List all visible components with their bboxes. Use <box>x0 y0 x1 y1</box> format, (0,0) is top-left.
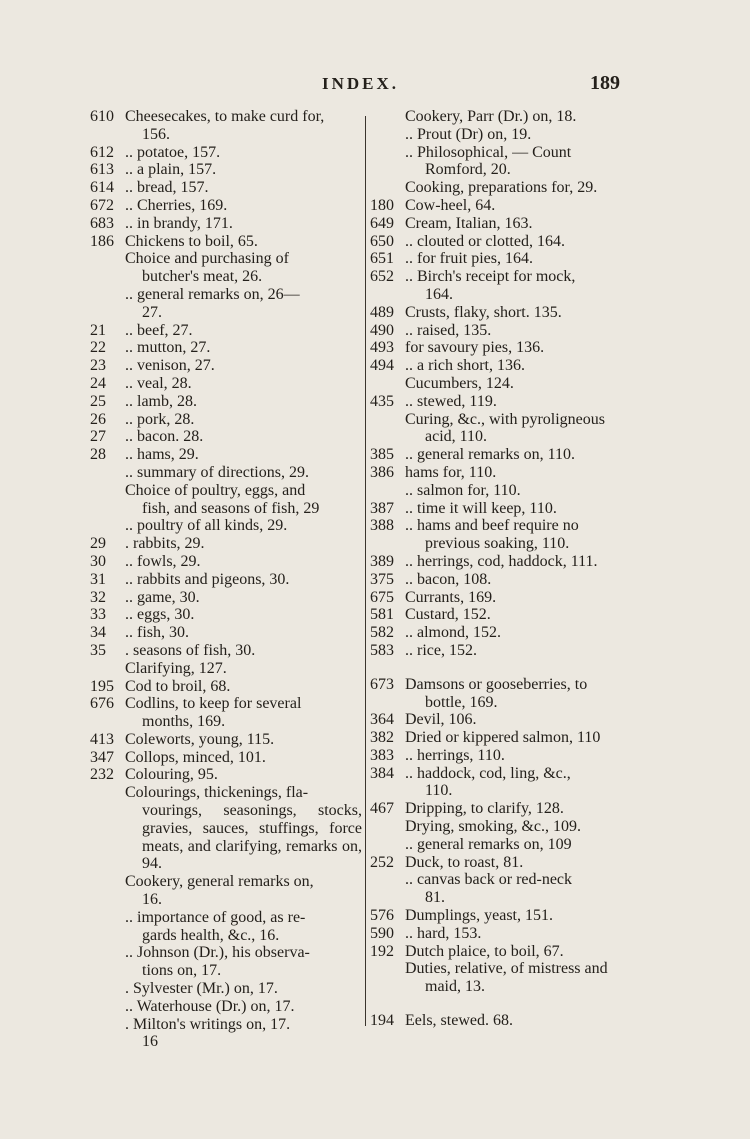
entry-number: 610 <box>90 108 114 125</box>
entry-text: .. rabbits and pigeons, 30. <box>125 570 290 588</box>
index-entry <box>90 678 362 696</box>
index-entry <box>90 606 362 624</box>
entry-continuation: vourings, seasonings, stocks, gravies, sauces, stuffings, force meats, and clarifying, remarks on, 94. <box>142 802 362 873</box>
entry-text: .. mutton, 27. <box>125 339 211 357</box>
entry-text: .. almond, 152. <box>405 624 501 642</box>
entry-text: .. bacon, 108. <box>405 570 492 588</box>
index-entry <box>90 642 362 660</box>
entry-continuation: 110. <box>425 782 453 800</box>
entry-number: 29 <box>90 535 106 553</box>
entry-number: 576 <box>370 907 394 925</box>
entry-continuation: 164. <box>425 285 453 303</box>
entry-number: 675 <box>370 588 394 606</box>
entry-text: .. general remarks on, 109 <box>405 835 572 853</box>
entry-number: 388 <box>370 517 394 535</box>
index-entry <box>90 980 362 998</box>
entry-number: 389 <box>370 552 394 570</box>
entry-text: Dutch plaice, to boil, 67. <box>405 942 564 960</box>
entry-text: Cooking, preparations for, 29. <box>405 179 598 197</box>
entry-text: Cheesecakes, to make curd for, <box>125 108 325 125</box>
entry-text: .. in brandy, 171. <box>125 214 233 232</box>
index-entry <box>370 606 645 624</box>
entry-text: .. hams and beef require no <box>405 517 579 535</box>
entry-text: Drying, smoking, &c., 109. <box>405 818 581 836</box>
entry-number: 232 <box>90 766 114 784</box>
index-entry <box>370 144 645 180</box>
entry-number: 383 <box>370 746 394 764</box>
index-entry <box>90 393 362 411</box>
page-title: INDEX. <box>322 74 400 93</box>
entry-number: 34 <box>90 624 106 642</box>
entry-text: .. pork, 28. <box>125 410 195 428</box>
entry-text: Choice and purchasing of <box>125 250 289 268</box>
index-entry <box>370 464 645 482</box>
entry-continuation: bottle, 169. <box>425 693 498 711</box>
index-entry <box>370 589 645 607</box>
entry-text: .. general remarks on, 110. <box>405 446 576 464</box>
entry-number: 614 <box>90 179 114 197</box>
entry-number: 386 <box>370 463 394 481</box>
entry-text: .. potatoe, 157. <box>125 143 221 161</box>
entry-text: Cookery, general remarks on, <box>125 873 314 891</box>
index-entry <box>370 215 645 233</box>
index-entry <box>90 571 362 589</box>
entry-text: Damsons or gooseberries, to <box>405 675 588 693</box>
index-entry <box>370 871 645 907</box>
entry-text: .. Johnson (Dr.), his observa- <box>125 944 310 962</box>
entry-number: 613 <box>90 161 114 179</box>
entry-number: 683 <box>90 214 114 232</box>
entry-number: 25 <box>90 392 106 410</box>
entry-text: Collops, minced, 101. <box>125 748 266 766</box>
entry-text: Clarifying, 127. <box>125 659 227 677</box>
entry-number: 192 <box>370 942 394 960</box>
index-entry <box>90 411 362 429</box>
index-entry <box>370 357 645 375</box>
entry-continuation: 27. <box>142 303 162 321</box>
entry-text: .. a rich short, 136. <box>405 357 525 375</box>
index-entry <box>90 784 362 873</box>
index-entry <box>90 464 362 482</box>
entry-number: 673 <box>370 675 394 693</box>
page-number: 189 <box>590 72 620 94</box>
entry-text: Cookery, Parr (Dr.) on, 18. <box>405 108 577 125</box>
index-entry <box>90 660 362 678</box>
entry-number: 467 <box>370 800 394 818</box>
entry-text: .. hard, 153. <box>405 924 482 942</box>
entry-number: 384 <box>370 764 394 782</box>
entry-text: Coleworts, young, 115. <box>125 730 275 748</box>
page-header <box>0 74 750 100</box>
entry-text: .. herrings, 110. <box>405 746 505 764</box>
entry-number: 672 <box>90 196 114 214</box>
entry-text: . rabbits, 29. <box>125 535 205 553</box>
entry-text: .. hams, 29. <box>125 446 199 464</box>
index-entry <box>370 553 645 571</box>
entry-text: .. raised, 135. <box>405 321 492 339</box>
entry-text: Crusts, flaky, short. 135. <box>405 303 562 321</box>
index-entry <box>370 960 645 996</box>
index-entry <box>90 233 362 251</box>
entry-text: Cod to broil, 68. <box>125 677 231 695</box>
entry-text: .. time it will keep, 110. <box>405 499 557 517</box>
entry-continuation: 16 <box>142 1033 158 1051</box>
index-entry <box>90 446 362 464</box>
entry-continuation: previous soaking, 110. <box>425 535 570 553</box>
entry-number: 387 <box>370 499 394 517</box>
entry-text: .. eggs, 30. <box>125 606 195 624</box>
entry-text: .. salmon for, 110. <box>405 481 521 499</box>
index-entry <box>90 144 362 162</box>
index-entry <box>90 766 362 784</box>
index-entry <box>90 357 362 375</box>
index-column-right <box>370 108 645 1030</box>
entry-text: . Sylvester (Mr.) on, 17. <box>125 980 278 998</box>
entry-continuation: 81. <box>425 889 445 907</box>
index-entry <box>90 197 362 215</box>
entry-continuation: 16. <box>142 891 162 909</box>
entry-text: .. game, 30. <box>125 588 200 606</box>
entry-number: 194 <box>370 1012 394 1030</box>
entry-number: 490 <box>370 321 394 339</box>
entry-continuation: fish, and seasons of fish, 29 <box>142 499 320 517</box>
entry-text: .. haddock, cod, ling, &c., <box>405 764 571 782</box>
index-entry <box>370 729 645 747</box>
index-entry <box>370 500 645 518</box>
entry-text: . seasons of fish, 30. <box>125 641 256 659</box>
index-entry <box>90 624 362 642</box>
index-entry <box>370 943 645 961</box>
entry-number: 650 <box>370 232 394 250</box>
entry-continuation: maid, 13. <box>425 978 485 996</box>
entry-text: Dripping, to clarify, 128. <box>405 800 564 818</box>
entry-number: 581 <box>370 606 394 624</box>
index-entry <box>370 411 645 447</box>
entry-text: Eels, stewed. 68. <box>405 1012 513 1030</box>
entry-continuation: 156. <box>142 125 170 143</box>
entry-text: Cow-heel, 64. <box>405 196 496 214</box>
index-entry <box>370 800 645 818</box>
entry-text: Duck, to roast, 81. <box>405 853 524 871</box>
entry-text: .. Philosophical, — Count <box>405 143 572 161</box>
index-entry <box>370 676 645 712</box>
entry-number: 23 <box>90 357 106 375</box>
entry-text: .. Waterhouse (Dr.) on, 17. <box>125 997 295 1015</box>
index-entry <box>90 428 362 446</box>
entry-number: 385 <box>370 446 394 464</box>
index-entry <box>370 446 645 464</box>
index-entry <box>370 393 645 411</box>
entry-number: 31 <box>90 570 106 588</box>
index-entry <box>90 695 362 731</box>
entry-text: .. a plain, 157. <box>125 161 217 179</box>
index-entry <box>370 854 645 872</box>
entry-number: 24 <box>90 374 106 392</box>
entry-text: Cream, Italian, 163. <box>405 214 533 232</box>
entry-number: 590 <box>370 924 394 942</box>
entry-number: 186 <box>90 232 114 250</box>
index-entry <box>90 553 362 571</box>
index-entry <box>370 197 645 215</box>
index-entry <box>370 179 645 197</box>
index-entry <box>90 375 362 393</box>
entry-text: Choice of poultry, eggs, and <box>125 481 306 499</box>
entry-number: 22 <box>90 339 106 357</box>
entry-text: Dried or kippered salmon, 110 <box>405 729 601 747</box>
entry-number: 21 <box>90 321 106 339</box>
entry-text: Currants, 169. <box>405 588 497 606</box>
entry-number: 27 <box>90 428 106 446</box>
entry-text: Dumplings, yeast, 151. <box>405 907 553 925</box>
entry-number: 676 <box>90 695 114 713</box>
entry-text: .. herrings, cod, haddock, 111. <box>405 552 598 570</box>
entry-text: .. fish, 30. <box>125 624 189 642</box>
index-entry <box>90 535 362 553</box>
index-entry <box>370 126 645 144</box>
index-entry <box>370 108 645 126</box>
entry-number: 375 <box>370 570 394 588</box>
index-entry <box>90 482 362 518</box>
index-column-left <box>90 108 362 1051</box>
index-entry <box>90 250 362 286</box>
entry-text: .. fowls, 29. <box>125 552 201 570</box>
index-entry <box>370 482 645 500</box>
index-entry <box>90 322 362 340</box>
index-entry <box>370 268 645 304</box>
index-entry <box>90 731 362 749</box>
entry-text: .. beef, 27. <box>125 321 193 339</box>
index-entry <box>90 1033 362 1051</box>
entry-text: .. canvas back or red-neck <box>405 871 573 889</box>
entry-text: Colouring, 95. <box>125 766 218 784</box>
entry-text: .. lamb, 28. <box>125 392 197 410</box>
index-entry <box>90 944 362 980</box>
entry-number: 26 <box>90 410 106 428</box>
entry-text: .. Cherries, 169. <box>125 196 228 214</box>
index-entry <box>370 907 645 925</box>
index-entry <box>90 998 362 1016</box>
index-entry <box>90 517 362 535</box>
entry-number: 494 <box>370 357 394 375</box>
entry-number: 32 <box>90 588 106 606</box>
entry-number: 195 <box>90 677 114 695</box>
entry-number: 33 <box>90 606 106 624</box>
entry-text: .. clouted or clotted, 164. <box>405 232 565 250</box>
entry-text: for savoury pies, 136. <box>405 339 545 357</box>
entry-text: .. veal, 28. <box>125 374 192 392</box>
entry-continuation: gards health, &c., 16. <box>142 926 280 944</box>
entry-text: Colourings, thickenings, fla- <box>125 784 309 802</box>
entry-number: 413 <box>90 730 114 748</box>
entry-text: .. stewed, 119. <box>405 392 497 410</box>
entry-text: .. general remarks on, 26— <box>125 285 300 303</box>
entry-number: 382 <box>370 729 394 747</box>
entry-text: Chickens to boil, 65. <box>125 232 258 250</box>
entry-text: Cucumbers, 124. <box>405 374 514 392</box>
entry-number: 30 <box>90 552 106 570</box>
entry-number: 651 <box>370 250 394 268</box>
entry-text: .. Birch's receipt for mock, <box>405 268 576 286</box>
entry-text: .. bread, 157. <box>125 179 209 197</box>
index-entry <box>370 747 645 765</box>
entry-number: 180 <box>370 196 394 214</box>
entry-number: 612 <box>90 143 114 161</box>
index-entry <box>370 836 645 854</box>
index-entry <box>370 1012 645 1030</box>
index-entry <box>370 517 645 553</box>
entry-text: .. summary of directions, 29. <box>125 463 309 481</box>
entry-continuation: months, 169. <box>142 713 226 731</box>
entry-text: Duties, relative, of mistress and <box>405 960 608 978</box>
entry-text: .. poultry of all kinds, 29. <box>125 517 288 535</box>
index-entry <box>90 339 362 357</box>
entry-number: 493 <box>370 339 394 357</box>
entry-number: 583 <box>370 641 394 659</box>
index-entry <box>370 322 645 340</box>
index-entry <box>370 818 645 836</box>
entry-text: .. Prout (Dr) on, 19. <box>405 125 532 143</box>
entry-text: . Milton's writings on, 17. <box>125 1015 291 1033</box>
index-entry <box>90 215 362 233</box>
entry-text: Codlins, to keep for several <box>125 695 302 713</box>
index-entry <box>370 624 645 642</box>
entry-text: .. rice, 152. <box>405 641 477 659</box>
index-entry <box>370 250 645 268</box>
entry-number: 582 <box>370 624 394 642</box>
index-entry <box>370 233 645 251</box>
index-entry <box>90 749 362 767</box>
entry-text: Curing, &c., with pyroligneous <box>405 410 605 428</box>
index-entry <box>90 909 362 945</box>
entry-continuation: Romford, 20. <box>425 161 511 179</box>
index-entry <box>90 286 362 322</box>
index-entry <box>370 571 645 589</box>
entry-number: 28 <box>90 446 106 464</box>
entry-text: Custard, 152. <box>405 606 491 624</box>
entry-number: 435 <box>370 392 394 410</box>
entry-text: .. for fruit pies, 164. <box>405 250 533 268</box>
entry-number: 364 <box>370 711 394 729</box>
index-entry <box>370 642 645 660</box>
entry-number: 649 <box>370 214 394 232</box>
entry-number: 489 <box>370 303 394 321</box>
column-divider <box>365 116 366 1026</box>
entry-text: .. venison, 27. <box>125 357 215 375</box>
entry-text: hams for, 110. <box>405 463 497 481</box>
index-entry <box>90 873 362 909</box>
index-entry <box>90 589 362 607</box>
entry-continuation: butcher's meat, 26. <box>142 268 263 286</box>
index-entry <box>370 375 645 393</box>
entry-text: .. importance of good, as re- <box>125 908 306 926</box>
entry-continuation: tions on, 17. <box>142 962 222 980</box>
index-entry <box>90 108 362 144</box>
index-entry <box>90 161 362 179</box>
index-entry <box>370 339 645 357</box>
entry-number: 35 <box>90 641 106 659</box>
index-entry <box>90 1016 362 1034</box>
index-entry <box>370 304 645 322</box>
index-entry <box>370 711 645 729</box>
entry-number: 347 <box>90 748 114 766</box>
index-entry <box>90 179 362 197</box>
entry-number: 652 <box>370 268 394 286</box>
entry-continuation: acid, 110. <box>425 428 488 446</box>
index-entry <box>370 925 645 943</box>
entry-number: 252 <box>370 853 394 871</box>
index-entry <box>370 765 645 801</box>
entry-text: Devil, 106. <box>405 711 477 729</box>
entry-text: .. bacon. 28. <box>125 428 204 446</box>
